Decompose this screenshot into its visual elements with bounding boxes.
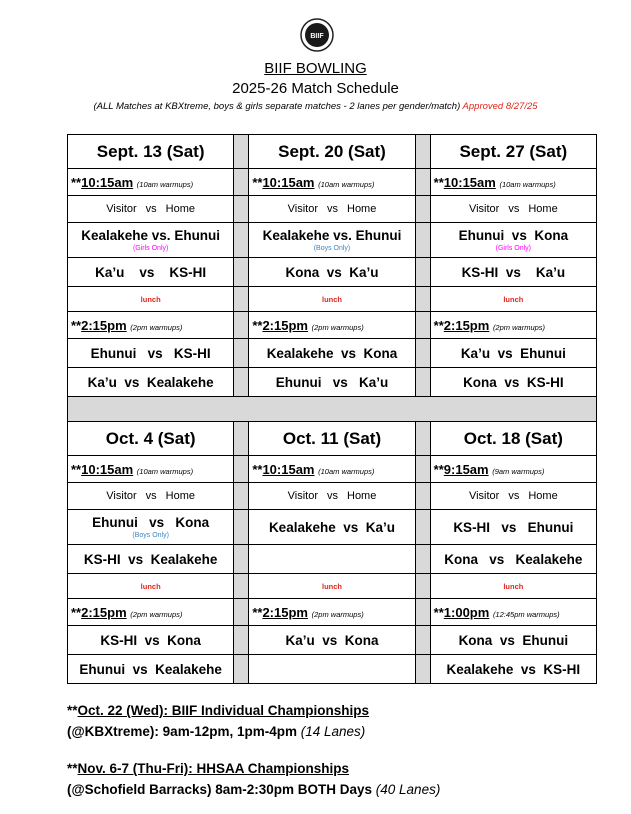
match-cell: Ehunui vs KS-HI [68, 339, 234, 368]
am-match-row-1 [68, 223, 597, 258]
warmup-note: (10am warmups) [136, 179, 194, 189]
vs-label: vs [145, 490, 157, 502]
pm-match-row-1 [68, 339, 597, 368]
venue-note: (ALL Matches at KBXtreme, boys & girls separate matches - 2 lanes per gender/match) [93, 101, 461, 112]
biif-logo [300, 18, 334, 52]
start-time: 1:00pm [443, 604, 490, 620]
start-time: 10:15am [81, 461, 134, 477]
session-time [249, 312, 415, 339]
session-time [249, 169, 415, 196]
warmup-note: (2pm warmups) [130, 322, 183, 332]
gap-column [234, 599, 249, 626]
match-pairing: Kealakehe vs. Ehunui [262, 228, 402, 243]
lunch-label: lunch [430, 574, 596, 599]
gap-column [415, 574, 430, 599]
lunch-label: lunch [430, 287, 596, 312]
gap-column [234, 223, 249, 258]
event-2-title: Nov. 6-7 (Thu-Fri): HHSAA Championships [77, 761, 350, 776]
start-time: 2:15pm [81, 604, 127, 620]
time-prefix: ** [433, 174, 444, 190]
svg-text:BIIF: BIIF [310, 33, 324, 40]
boys-only-note: (Boys Only) [313, 245, 351, 252]
start-time: 10:15am [262, 174, 315, 190]
session-time [430, 169, 596, 196]
visitor-home-row [68, 196, 597, 223]
session-time [68, 456, 234, 483]
match-pairing: KS-HI vs Ehunui [453, 519, 574, 535]
page-title: BIIF BOWLING [264, 60, 367, 77]
gap-column [415, 368, 430, 397]
warmup-note: (2pm warmups) [492, 322, 546, 332]
lunch-label: lunch [249, 574, 415, 599]
gap-column [234, 312, 249, 339]
gap-column [234, 545, 249, 574]
session-time [430, 599, 596, 626]
match-cell: Kona vs Kealakehe [430, 545, 596, 574]
match-cell [430, 223, 596, 258]
lunch-label: lunch [68, 574, 234, 599]
home-label: Home [528, 490, 558, 502]
gap-column [415, 483, 430, 510]
match-cell: Kona vs Ka’u [249, 258, 415, 287]
gap-column [234, 510, 249, 545]
start-time: 9:15am [443, 461, 489, 477]
gap-column [234, 574, 249, 599]
event-1-title: Oct. 22 (Wed): BIIF Individual Championships [77, 703, 370, 718]
match-cell [68, 223, 234, 258]
match-cell: Ka’u vs Ehunui [430, 339, 596, 368]
start-time: 2:15pm [81, 317, 127, 333]
gap-column [415, 422, 430, 456]
visitor-home-row [68, 483, 597, 510]
warmup-note: (12:45pm warmups) [492, 609, 560, 619]
date-row [68, 135, 597, 169]
start-time: 2:15pm [262, 604, 308, 620]
date-row [68, 422, 597, 456]
warmup-note: (10am warmups) [136, 466, 194, 476]
approved-date: Approved 8/27/25 [462, 101, 538, 112]
time-prefix: ** [71, 174, 82, 190]
event-2-details-line [67, 782, 440, 797]
vs-label: vs [508, 490, 520, 502]
start-time: 2:15pm [443, 317, 490, 333]
visitor-label: Visitor [468, 490, 500, 502]
pm-match-row-2 [68, 368, 597, 397]
time-prefix: ** [252, 604, 263, 620]
boys-only-note: (Boys Only) [132, 532, 169, 539]
time-prefix: ** [433, 317, 444, 333]
gap-column [234, 483, 249, 510]
am-time-row [68, 169, 597, 196]
session-time [430, 456, 596, 483]
time-prefix: ** [433, 604, 444, 620]
time-prefix: ** [71, 604, 82, 620]
gap-column [415, 135, 430, 169]
event-1-title-line: **Oct. 22 (Wed): BIIF Individual Championships [67, 703, 370, 718]
gap-column [234, 456, 249, 483]
warmup-note: (2pm warmups) [130, 609, 183, 619]
gap-column [234, 135, 249, 169]
session-time [68, 599, 234, 626]
start-time: 2:15pm [262, 317, 308, 333]
match-cell: KS-HI vs Kealakehe [68, 545, 234, 574]
match-date: Sept. 20 (Sat) [249, 135, 415, 169]
vs-label: vs [508, 203, 520, 215]
match-pairing: Kealakehe vs. Ehunui [81, 228, 221, 243]
match-cell: KS-HI vs Kona [68, 626, 234, 655]
pm-match-row-1 [68, 626, 597, 655]
match-cell [249, 223, 415, 258]
start-time: 10:15am [262, 461, 315, 477]
am-match-row-1 [68, 510, 597, 545]
match-cell: Kona vs KS-HI [430, 368, 596, 397]
gap-column [234, 258, 249, 287]
am-match-row-2 [68, 545, 597, 574]
event-1-details: (@KBXtreme): 9am-12pm, 1pm-4pm [67, 724, 297, 739]
match-pairing: Kealakehe vs Ka’u [268, 519, 396, 535]
match-cell [249, 655, 415, 684]
session-time [68, 312, 234, 339]
gap-column [415, 626, 430, 655]
lunch-row [68, 574, 597, 599]
match-cell: Kona vs Ehunui [430, 626, 596, 655]
warmup-note: (2pm warmups) [311, 609, 364, 619]
home-label: Home [528, 203, 558, 215]
session-time [430, 312, 596, 339]
lunch-label: lunch [68, 287, 234, 312]
time-prefix: ** [252, 317, 263, 333]
warmup-note: (10am warmups) [318, 179, 375, 189]
event-1-lanes: (14 Lanes) [300, 724, 366, 739]
gap-column [234, 169, 249, 196]
match-cell: Kealakehe vs Kona [249, 339, 415, 368]
gap-column [415, 223, 430, 258]
separator-cell [68, 397, 597, 422]
home-label: Home [347, 203, 377, 215]
vs-label: vs [327, 490, 338, 502]
gap-column [234, 287, 249, 312]
visitor-label: Visitor [468, 203, 500, 215]
gap-column [234, 339, 249, 368]
am-match-row-2 [68, 258, 597, 287]
match-cell: Kealakehe vs KS-HI [430, 655, 596, 684]
match-cell: KS-HI vs Ka’u [430, 258, 596, 287]
match-cell: Ka’u vs Kealakehe [68, 368, 234, 397]
match-date: Sept. 13 (Sat) [68, 135, 234, 169]
match-cell: Ka’u vs KS-HI [68, 258, 234, 287]
pm-time-row [68, 599, 597, 626]
visitor-home-header [249, 483, 415, 510]
warmup-note: (2pm warmups) [311, 322, 364, 332]
lunch-row [68, 287, 597, 312]
session-time [249, 456, 415, 483]
girls-only-note: (Girls Only) [495, 245, 532, 252]
pm-match-row-2 [68, 655, 597, 684]
home-label: Home [347, 490, 377, 502]
gap-column [234, 626, 249, 655]
gap-column [415, 510, 430, 545]
session-time [249, 599, 415, 626]
vs-label: vs [145, 203, 157, 215]
match-cell: Ehunui vs Ka’u [249, 368, 415, 397]
visitor-label: Visitor [106, 203, 137, 215]
week-separator-row [68, 397, 597, 422]
lunch-label: lunch [249, 287, 415, 312]
time-prefix: ** [252, 461, 263, 477]
gap-column [415, 655, 430, 684]
gap-column [415, 312, 430, 339]
warmup-note: (10am warmups) [318, 466, 375, 476]
visitor-label: Visitor [106, 490, 137, 502]
gap-column [415, 339, 430, 368]
match-pairing: Ehunui vs Kona [92, 515, 210, 530]
gap-column [415, 599, 430, 626]
event-2-details: (@Schofield Barracks) 8am-2:30pm BOTH Days [67, 782, 373, 797]
gap-column [415, 169, 430, 196]
girls-only-note: (Girls Only) [132, 245, 169, 252]
schedule-table [67, 134, 597, 684]
match-cell: Ka’u vs Kona [249, 626, 415, 655]
gap-column [415, 287, 430, 312]
warmup-note: (10am warmups) [499, 179, 556, 189]
time-prefix: ** [71, 317, 82, 333]
match-date: Oct. 18 (Sat) [430, 422, 596, 456]
session-time [68, 169, 234, 196]
match-cell [249, 510, 415, 545]
match-cell [430, 510, 596, 545]
gap-column [234, 422, 249, 456]
pm-time-row [68, 312, 597, 339]
schedule-subtitle: 2025-26 Match Schedule [232, 80, 399, 97]
match-cell [249, 545, 415, 574]
gap-column [234, 196, 249, 223]
start-time: 10:15am [81, 174, 134, 190]
event-2-title-line: **Nov. 6-7 (Thu-Fri): HHSAA Championships [67, 761, 350, 776]
gap-column [415, 545, 430, 574]
match-date: Sept. 27 (Sat) [430, 135, 596, 169]
home-label: Home [165, 203, 196, 215]
visitor-label: Visitor [287, 203, 318, 215]
time-prefix: ** [252, 174, 263, 190]
visitor-home-header [430, 196, 596, 223]
time-prefix: ** [71, 461, 82, 477]
match-date: Oct. 11 (Sat) [249, 422, 415, 456]
gap-column [415, 258, 430, 287]
gap-column [234, 655, 249, 684]
am-time-row [68, 456, 597, 483]
warmup-note: (9am warmups) [492, 466, 545, 476]
visitor-home-header [68, 196, 234, 223]
event-1-details-line [67, 724, 365, 739]
start-time: 10:15am [443, 174, 496, 190]
gap-column [415, 456, 430, 483]
home-label: Home [165, 490, 196, 502]
gap-column [415, 196, 430, 223]
visitor-home-header [430, 483, 596, 510]
time-prefix: ** [433, 461, 444, 477]
match-cell [68, 510, 234, 545]
gap-column [234, 368, 249, 397]
visitor-label: Visitor [287, 490, 318, 502]
vs-label: vs [327, 203, 338, 215]
match-date: Oct. 4 (Sat) [68, 422, 234, 456]
schedule-note [0, 101, 631, 112]
match-cell: Ehunui vs Kealakehe [68, 655, 234, 684]
visitor-home-header [249, 196, 415, 223]
event-2-lanes: (40 Lanes) [375, 782, 441, 797]
visitor-home-header [68, 483, 234, 510]
match-pairing: Ehunui vs Kona [458, 228, 569, 243]
